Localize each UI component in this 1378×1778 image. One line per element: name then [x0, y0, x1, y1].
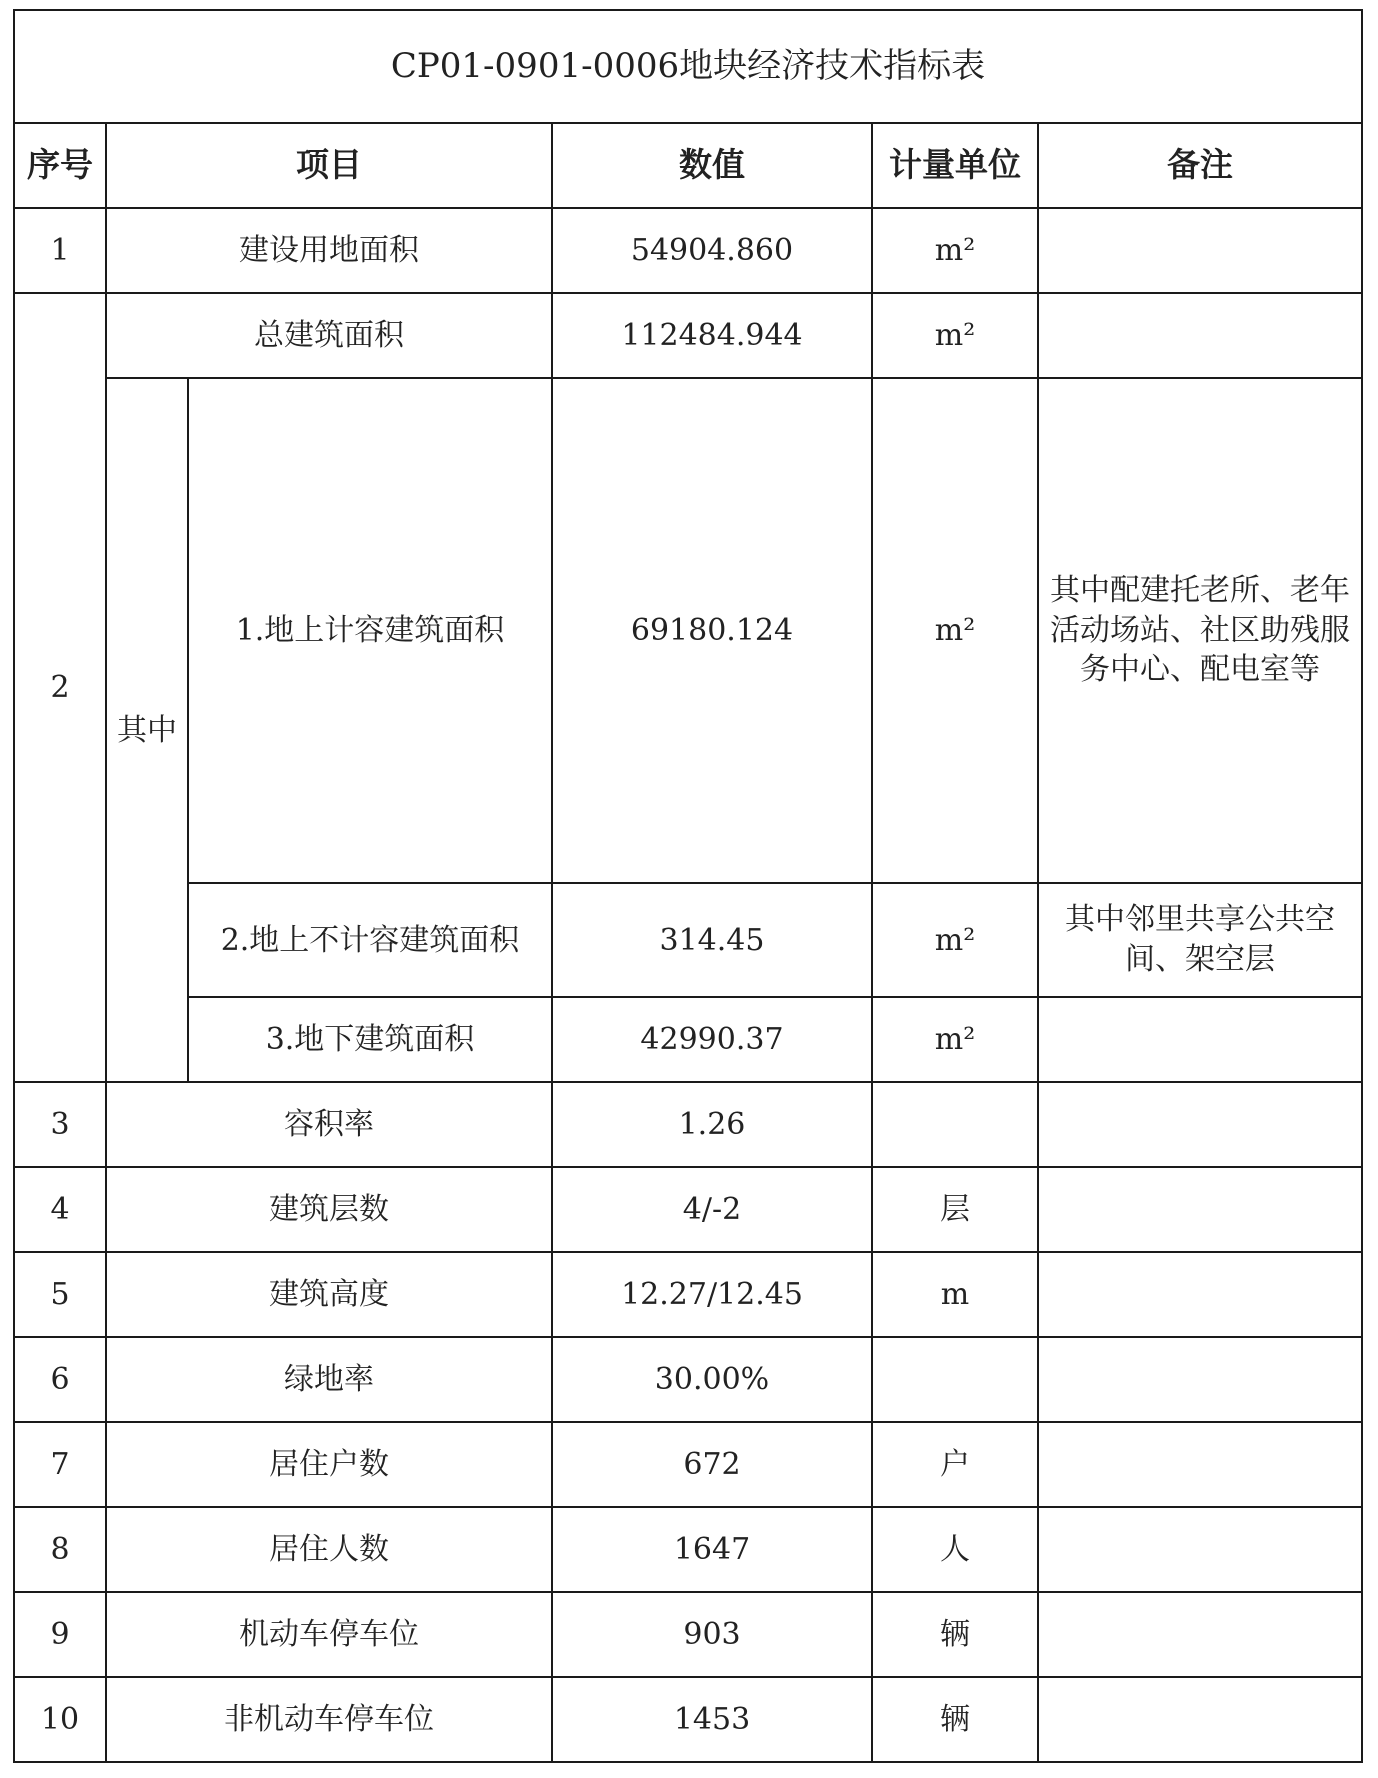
row-remark: [1038, 1167, 1362, 1252]
header-unit: 计量单位: [872, 123, 1038, 208]
row-seq: 7: [14, 1422, 106, 1507]
table-row: [14, 997, 1362, 1082]
row-remark: [1038, 1422, 1362, 1507]
table-row: [14, 1507, 1362, 1592]
row-item: 居住户数: [106, 1422, 552, 1507]
row-unit: m²: [872, 293, 1038, 378]
table-row: [14, 1677, 1362, 1762]
row-value: 4/-2: [552, 1167, 872, 1252]
row-unit: [872, 1337, 1038, 1422]
row-unit: 人: [872, 1507, 1038, 1592]
row-value: 314.45: [552, 883, 872, 997]
row-remark: [1038, 1082, 1362, 1167]
row-unit: 辆: [872, 1592, 1038, 1677]
row-item: 2.地上不计容建筑面积: [188, 883, 552, 997]
table-row: [14, 1252, 1362, 1337]
row-remark: [1038, 1337, 1362, 1422]
row-remark: [1038, 1677, 1362, 1762]
table-row: [14, 1337, 1362, 1422]
row-value: 54904.860: [552, 208, 872, 293]
row-seq: 4: [14, 1167, 106, 1252]
row-item: 机动车停车位: [106, 1592, 552, 1677]
row-unit: m²: [872, 883, 1038, 997]
row-unit: m²: [872, 378, 1038, 883]
header-value: 数值: [552, 123, 872, 208]
row-unit: 层: [872, 1167, 1038, 1252]
row-item: 建设用地面积: [106, 208, 552, 293]
table-row: [14, 883, 1362, 997]
row-value: 672: [552, 1422, 872, 1507]
row-item: 1.地上计容建筑面积: [188, 378, 552, 883]
row-seq: 9: [14, 1592, 106, 1677]
row-remark: [1038, 293, 1362, 378]
table-row: [14, 378, 1362, 883]
row-unit: 户: [872, 1422, 1038, 1507]
header-seq: 序号: [14, 123, 106, 208]
header-row: [14, 123, 1362, 208]
row-remark: [1038, 1252, 1362, 1337]
row-value: 42990.37: [552, 997, 872, 1082]
table-title: CP01-0901-0006地块经济技术指标表: [14, 10, 1362, 123]
row-unit: m²: [872, 208, 1038, 293]
row-remark: [1038, 208, 1362, 293]
header-remark: 备注: [1038, 123, 1362, 208]
row-item: 非机动车停车位: [106, 1677, 552, 1762]
row-unit: 辆: [872, 1677, 1038, 1762]
row-item: 3.地下建筑面积: [188, 997, 552, 1082]
row-unit: m: [872, 1252, 1038, 1337]
row-seq: 5: [14, 1252, 106, 1337]
row-item: 容积率: [106, 1082, 552, 1167]
title-row: [14, 10, 1362, 123]
row-seq: 10: [14, 1677, 106, 1762]
row-value: 112484.944: [552, 293, 872, 378]
row-unit: m²: [872, 997, 1038, 1082]
table-row: [14, 1592, 1362, 1677]
row-value: 1453: [552, 1677, 872, 1762]
table-row: [14, 1422, 1362, 1507]
row-seq: 3: [14, 1082, 106, 1167]
row-seq: 8: [14, 1507, 106, 1592]
row-remark: [1038, 1507, 1362, 1592]
row-seq: 1: [14, 208, 106, 293]
group-label: 其中: [106, 378, 188, 1082]
row-item: 绿地率: [106, 1337, 552, 1422]
row-value: 12.27/12.45: [552, 1252, 872, 1337]
table-row: [14, 1167, 1362, 1252]
row-value: 1647: [552, 1507, 872, 1592]
row-remark: 其中邻里共享公共空间、架空层: [1038, 883, 1362, 997]
row-item: 建筑层数: [106, 1167, 552, 1252]
row-seq: 2: [14, 293, 106, 1082]
header-item: 项目: [106, 123, 552, 208]
row-item: 总建筑面积: [106, 293, 552, 378]
row-seq: 6: [14, 1337, 106, 1422]
indicator-table: [13, 9, 1363, 1763]
table-row: [14, 1082, 1362, 1167]
row-item: 建筑高度: [106, 1252, 552, 1337]
row-remark: [1038, 1592, 1362, 1677]
row-value: 69180.124: [552, 378, 872, 883]
row-remark: [1038, 997, 1362, 1082]
row-value: 903: [552, 1592, 872, 1677]
row-value: 30.00%: [552, 1337, 872, 1422]
row-remark: 其中配建托老所、老年活动场站、社区助残服务中心、配电室等: [1038, 378, 1362, 883]
row-unit: [872, 1082, 1038, 1167]
table-row: [14, 293, 1362, 378]
row-item: 居住人数: [106, 1507, 552, 1592]
table-row: [14, 208, 1362, 293]
row-value: 1.26: [552, 1082, 872, 1167]
